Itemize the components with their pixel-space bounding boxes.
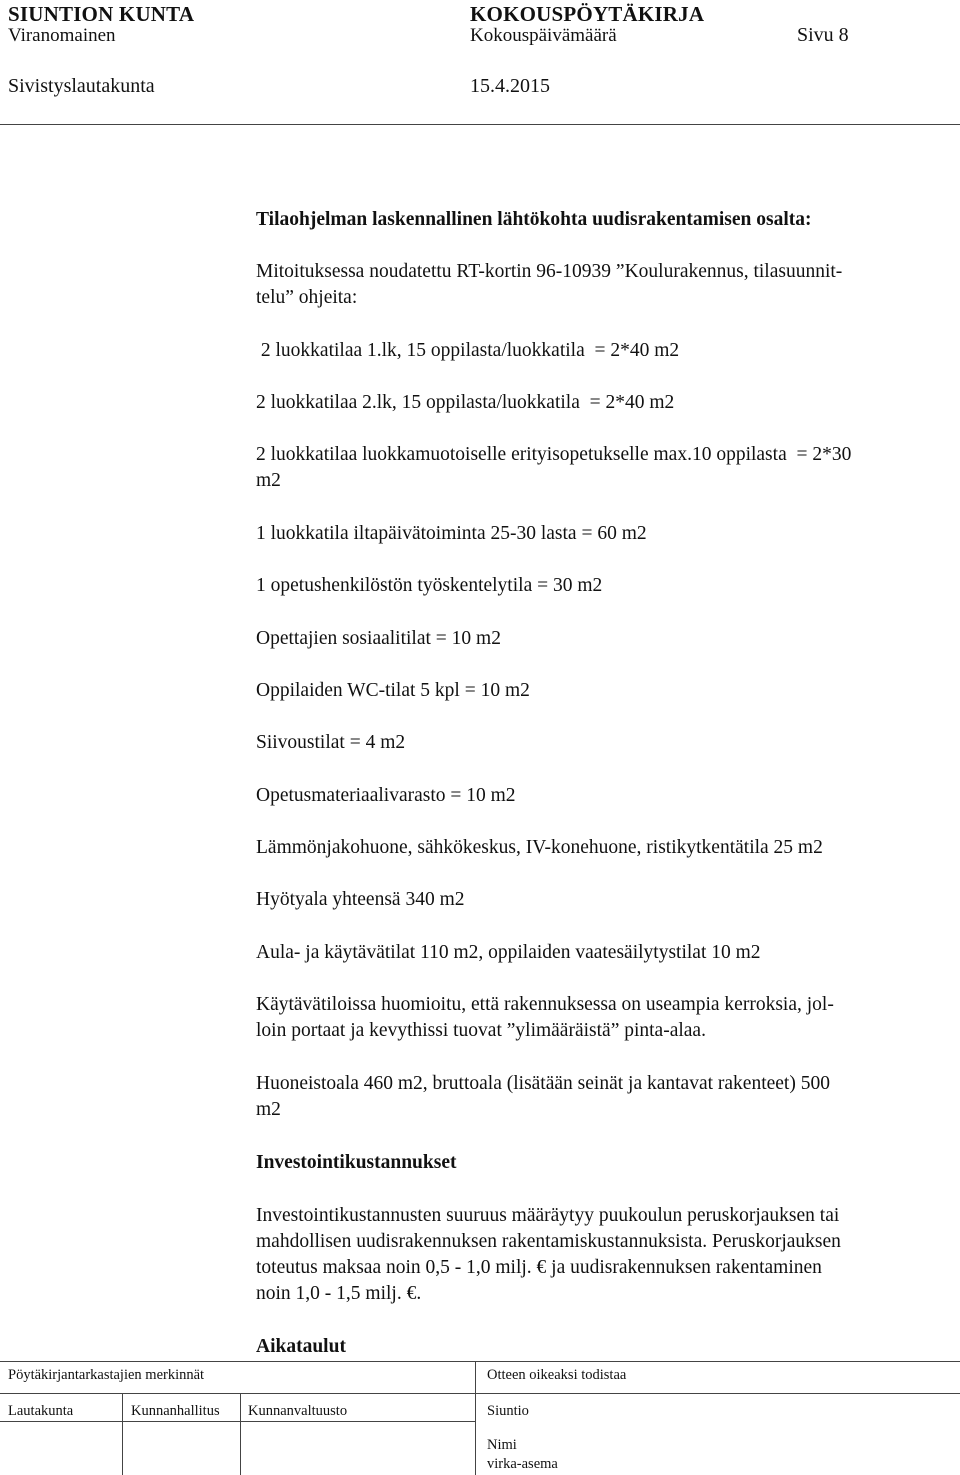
section-heading: Tilaohjelman laskennallinen lähtökohta uudisrakentamisen osalta: — [256, 209, 812, 230]
footer-inner-line — [0, 1421, 475, 1422]
intro-line-2: telu” ohjeita: — [256, 287, 358, 308]
corridor-note-1: Käytävätiloissa huomioitu, että rakennuksessa on useampia kerroksia, jol- — [256, 994, 834, 1015]
aula-area: Aula- ja käytävätilat 110 m2, oppilaiden vaatesäilytystilat 10 m2 — [256, 942, 761, 963]
list-item: Opetusmateriaalivarasto = 10 m2 — [256, 785, 516, 806]
authority-label: Viranomainen — [8, 25, 116, 46]
list-item: 2 luokkatilaa 1.lk, 15 oppilasta/luokkatila = 2*40 m2 — [256, 340, 680, 361]
list-item: 1 opetushenkilöstön työskentelytila = 30 m2 — [256, 575, 603, 596]
footer-divider — [0, 1393, 960, 1394]
floor-area-2: m2 — [256, 1099, 281, 1120]
list-item: 2 luokkatilaa luokkamuotoiselle erityisopetukselle max.10 oppilasta = 2*30 — [256, 444, 852, 465]
list-item: 2 luokkatilaa 2.lk, 15 oppilasta/luokkatila = 2*40 m2 — [256, 392, 675, 413]
list-item: Lämmönjakohuone, sähkökeskus, IV-konehuone, ristikytkentätila 25 m2 — [256, 837, 823, 858]
investment-line-3: toteutus maksaa noin 0,5 - 1,0 milj. € ja uudisrakennuksen rakentaminen — [256, 1257, 822, 1278]
investment-heading: Investointikustannukset — [256, 1152, 457, 1173]
list-item: m2 — [256, 470, 281, 491]
certified-label: Otteen oikeaksi todistaa — [487, 1367, 627, 1383]
list-item: Opettajien sosiaalitilat = 10 m2 — [256, 628, 501, 649]
schedule-heading: Aikataulut — [256, 1336, 346, 1357]
municipality-name: SIUNTION KUNTA — [8, 2, 195, 26]
meeting-date: 15.4.2015 — [470, 75, 550, 97]
header-divider — [0, 124, 960, 125]
footer-place: Siuntio — [487, 1403, 529, 1419]
footer-name-label: Nimi — [487, 1437, 517, 1453]
footer-col-lautakunta: Lautakunta — [8, 1403, 74, 1419]
investment-line-4: noin 1,0 - 1,5 milj. €. — [256, 1283, 422, 1304]
list-item: Siivoustilat = 4 m2 — [256, 732, 406, 753]
footer-col-kunnanvaltuusto: Kunnanvaltuusto — [248, 1403, 348, 1419]
investment-line-1: Investointikustannusten suuruus määräytyy puukoulun peruskorjauksen tai — [256, 1205, 840, 1226]
footer-position-label: virka-asema — [487, 1456, 558, 1472]
document-type: KOKOUSPÖYTÄKIRJA — [470, 2, 705, 26]
footer-column-divider — [475, 1361, 476, 1475]
page-number: Sivu 8 — [797, 24, 849, 46]
reviewers-label: Pöytäkirjantarkastajien merkinnät — [8, 1367, 205, 1383]
meeting-date-label: Kokouspäivämäärä — [470, 25, 617, 46]
list-item: 1 luokkatila iltapäivätoiminta 25-30 lasta = 60 m2 — [256, 523, 647, 544]
list-item: Oppilaiden WC-tilat 5 kpl = 10 m2 — [256, 680, 530, 701]
footer-top-line — [0, 1361, 960, 1362]
total-area: Hyötyala yhteensä 340 m2 — [256, 889, 465, 910]
footer-col-kunnanhallitus: Kunnanhallitus — [131, 1403, 220, 1419]
footer-column-divider — [122, 1393, 123, 1475]
intro-line-1: Mitoituksessa noudatettu RT-kortin 96-10939 ”Koulurakennus, tilasuunnit- — [256, 261, 843, 282]
footer-column-divider — [240, 1393, 241, 1475]
corridor-note-2: loin portaat ja kevythissi tuovat ”ylimääräistä” pinta-alaa. — [256, 1020, 706, 1041]
floor-area-1: Huoneistoala 460 m2, bruttoala (lisätään seinät ja kantavat rakenteet) 500 — [256, 1073, 830, 1094]
investment-line-2: mahdollisen uudisrakennuksen rakentamiskustannuksista. Peruskorjauksen — [256, 1231, 841, 1252]
committee-name: Sivistyslautakunta — [8, 75, 155, 97]
